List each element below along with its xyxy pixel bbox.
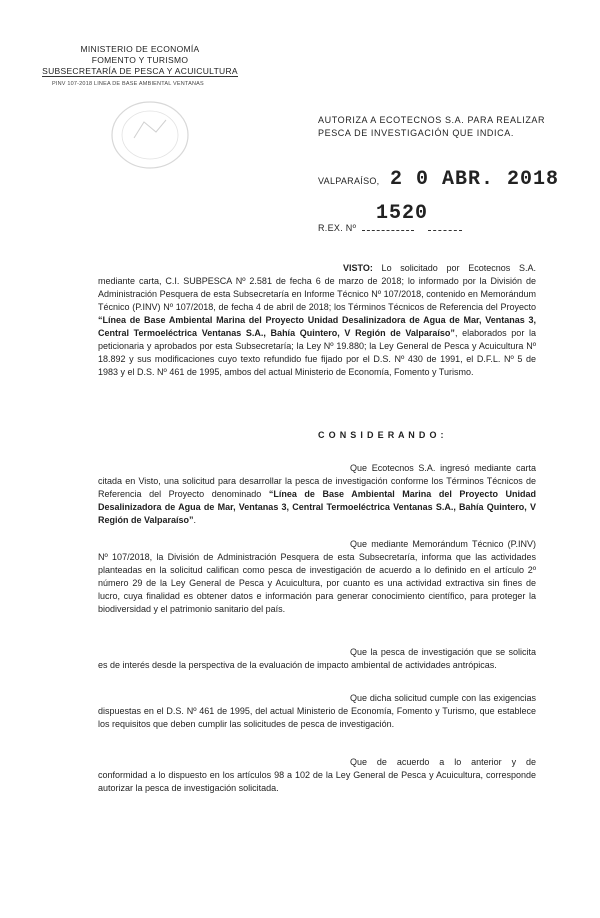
- resolution-topic: AUTORIZA A ECOTECNOS S.A. PARA REALIZAR PESCA DE INVESTIGACIÓN QUE INDICA.: [318, 115, 546, 138]
- considerando-3: Que la pesca de investigación que se solicita es de interés desde la perspectiva de la evaluación de impacto ambiental de actividades antrópicas.: [98, 647, 536, 670]
- ministry-name: MINISTERIO DE ECONOMÍA: [80, 44, 200, 54]
- rex-label: R.EX. Nº: [318, 223, 357, 233]
- considerando-heading: C O N S I D E R A N D O :: [318, 430, 445, 440]
- document-reference: PINV 107-2018 LINEA DE BASE AMBIENTAL VENTANAS: [52, 81, 204, 87]
- date-stamp: 2 0 ABR. 2018: [390, 168, 560, 191]
- considerando-1: Que Ecotecnos S.A. ingresó mediante carta citada en Visto, una solicitud para desarrollar la pesca de investigación conforme los Términos Técnicos de Referencia del Proyecto denominado “Línea de Base Ambiental Marina del Proyecto Unidad Desalinizadora de Agua de Mar, Ventanas 3, Central Termoeléctrica Ventanas S.A., Bahía Quintero, V Región de Valparaíso”.: [98, 463, 536, 525]
- rex-number: 1520: [376, 202, 429, 225]
- considerando-4: Que dicha solicitud cumple con las exigencias dispuestas en el D.S. Nº 461 de 1995, del actual Ministerio de Economía, Fomento y Turismo, que establece los requisitos que deben cumplir las solicitudes de pesca de investigación.: [98, 693, 536, 729]
- considerando-5: Que de acuerdo a lo anterior y de conformidad a lo dispuesto en los artículos 98 a 102 de la Ley General de Pesca y Acuicultura, corresponde autorizar la pesca de investigación solicitada.: [98, 757, 536, 793]
- letterhead: [40, 44, 240, 77]
- visto-paragraph: VISTO: Lo solicitado por Ecotecnos S.A. mediante carta, C.I. SUBPESCA Nº 2.581 de fecha 6 de marzo de 2018; lo informado por la División de Administración Pesquera de esta Subsecretaría en Informe Técnico Nº 107/2018, contenido en Memorándum Técnico (P.INV) Nº 107/2018, de fecha 4 de abril de 2018; los Términos Técnicos de Referencia del Proyecto “Línea de Base Ambiental Marina del Proyecto Unidad Desalinizadora de Agua de Mar, Ventanas 3, Central Termoeléctrica Ventanas S.A., Bahía Quintero, V Región de Valparaíso”, elaborados por la peticionaria y aprobados por esta Subsecretaría; la Ley Nº 19.880; la Ley General de Pesca y Acuicultura Nº 18.892 y sus modificaciones cuyo texto refundido fue fijado por el D.S. Nº 430 de 1991, el D.F.L. Nº 5 de 1983 y el D.S. Nº 461 de 1995, ambos del actual Ministerio de Economía, Fomento y Turismo.: [98, 263, 536, 377]
- seal-stamp: [100, 92, 200, 178]
- ministry-subtitle: FOMENTO Y TURISMO: [91, 55, 189, 65]
- place-label: VALPARAÍSO,: [318, 176, 380, 186]
- visto-label: VISTO:: [343, 263, 373, 273]
- rex-underline-2: [428, 230, 462, 231]
- considerando-2: Que mediante Memorándum Técnico (P.INV) Nº 107/2018, la División de Administración Pesquera de esta Subsecretaría, informa que las actividades planteadas en la solicitud califican como pesca de investigación de acuerdo a lo definido en el artículo 2º número 29 de la Ley General de Pesca y Acuicultura, por cuanto es una actividad extractiva sin fines de lucro, cuya finalidad es obtener datos e información para generar conocimiento científico, para proteger la biodiversidad y el patrimonio sanitario del país.: [98, 539, 536, 614]
- rex-underline-1: [362, 230, 414, 231]
- subsecretaria-name: SUBSECRETARÍA DE PESCA Y ACUICULTURA: [42, 66, 238, 76]
